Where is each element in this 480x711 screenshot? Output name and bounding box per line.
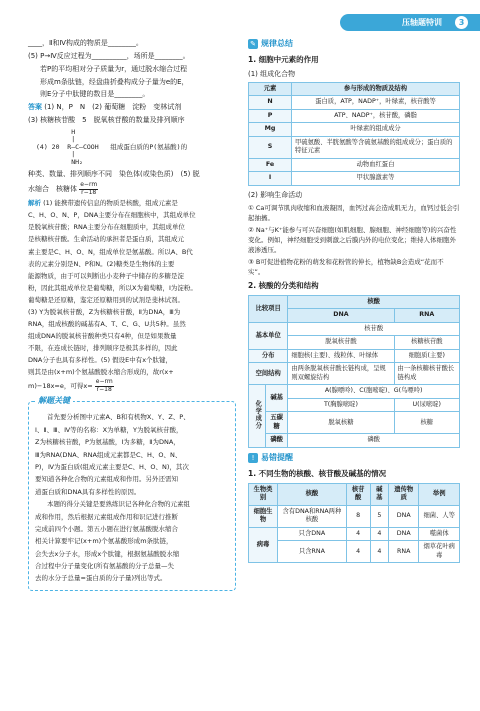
analysis-line: DNA分子也具有多样性。(5) 假设E中有x个肽键， [28, 356, 173, 365]
table-cell: 空间结构 [249, 363, 288, 385]
table-row [249, 505, 460, 527]
organism-nucleic-table [248, 483, 460, 564]
table-cell: 细胞核(主要)、线粒体、叶绿体 [288, 349, 394, 363]
key-points-box [28, 396, 236, 590]
paragraph: ② Na⁺与K⁺能参与可兴奋细胞(如肌细胞、腺细胞、神经细胞等)的兴奋性变化。例如，神经细胞受到刺激之后膜内外的电位变化；维持人体细胞外液渗透压。 [248, 225, 457, 254]
table-cell: RNA [389, 541, 419, 563]
table-cell: 蛋白质，ATP，NADP⁺，叶绿素，核苷酸等 [292, 96, 460, 110]
table-row [249, 109, 460, 123]
table-cell: 基本单位 [249, 322, 288, 349]
analysis-line: 不限，在连成长链时，排列顺序是极其多样的，因此 [28, 344, 178, 353]
table-cell: 4 [370, 527, 389, 541]
table-cell: 分布 [249, 349, 288, 363]
table-cell: N [249, 96, 292, 110]
table-cell: I [249, 172, 292, 186]
key-points-label: 解题关键 [35, 395, 73, 407]
left-column [28, 38, 236, 591]
paragraph: ③ B可促进植物花粉的萌发和花粉管的伸长，植物缺B会造成“花而不实”。 [248, 258, 444, 277]
analysis-line: 能源物质，由于可以判断出小麦种子中储存的多糖是淀 [28, 271, 184, 280]
table-cell: 细胞质(主要) [394, 349, 459, 363]
table-cell: 由一条核糖核苷酸长链构成 [394, 363, 459, 385]
table-cell: Mg [249, 123, 292, 137]
table-row [249, 527, 460, 541]
analysis-text: (1) 能携带遗传信息的物质是核酸，组成元素是 [43, 199, 178, 208]
table-cell: 8 [346, 505, 370, 527]
table-row [249, 349, 460, 363]
table-header-row [249, 295, 460, 309]
table-cell: DNA [389, 505, 419, 527]
table-cell: 动物血红蛋白 [292, 158, 460, 172]
table-header: 举例 [419, 483, 460, 505]
question-line: 则E分子中肽键的数目是________。 [40, 90, 150, 99]
table-row [249, 123, 460, 137]
analysis-line: 则其是由(x+m)个氨基酸脱水缩合形成的，故r(x+ [28, 368, 174, 377]
table-row [249, 136, 460, 158]
fraction-numerator: e−rm [80, 181, 98, 189]
fraction [79, 182, 98, 196]
subheading-minor: (2) 影响生命活动 [248, 190, 303, 199]
table-header: RNA [394, 309, 459, 323]
key-point-line: 去的水分子总量=蛋白质的分子量)列出等式。 [35, 574, 167, 583]
analysis-line: 素主要是C、H、O、N，组成单位是氨基酸。所以A、B代 [28, 247, 193, 256]
table-cell: 由两条脱氧核苷酸长链构成，呈规则双螺旋结构 [288, 363, 394, 385]
table-header: DNA [288, 309, 394, 323]
table-header: 遗传物质 [389, 483, 419, 505]
fraction [95, 379, 114, 393]
table-cell: ATP、NADP⁺，核苷酸，磷脂 [292, 109, 460, 123]
table-header: 核酸 [288, 295, 460, 309]
table-cell: 核糖 [394, 412, 459, 434]
subheading: 2. 核酸的分类和结构 [248, 281, 319, 291]
analysis-line: 表的元素分别是N、P和N。(2)糖类是生物体的主要 [28, 259, 175, 268]
table-header: 核苷酸 [346, 483, 370, 505]
table-row [249, 434, 460, 448]
analysis-line: 组成DNA的脱氧核苷酸种类只有4种，但是如果数量 [28, 331, 177, 340]
chem-label: 化学成分 [254, 399, 262, 429]
analysis-line: 葡萄糖是还原糖，鉴定还原糖用到的试剂是斐林试剂。 [28, 295, 184, 304]
key-point-line: Ⅲ为RNA(DNA、RNA组成元素都是C、H、O、N、 [35, 450, 182, 459]
key-point-line: P)，Ⅳ为蛋白质(组成元素主要是C、H、O、N)，其次 [35, 462, 189, 471]
table-header-row [249, 82, 460, 96]
table-row [249, 363, 460, 385]
answer-tag: 答案 [28, 103, 42, 112]
answer-text: (1) N，P N (2) 葡萄糖 淀粉 变林试剂 [44, 103, 182, 112]
elements-table [248, 82, 460, 186]
table-cell [249, 385, 266, 448]
analysis-line: 粉，因此其组成单位是葡萄糖，所以X为葡萄糖，Ⅰ为淀粉。 [28, 283, 197, 292]
answer-line [28, 182, 236, 196]
table-cell: 4 [346, 541, 370, 563]
table-header: 参与形成的物质及结构 [292, 82, 460, 96]
analysis-line: 是核糖核苷酸。生命活动的承担者是蛋白质，其组成元 [28, 235, 184, 244]
table-cell: 核糖核苷酸 [394, 336, 459, 350]
table-cell: 烟草花叶病毒 [419, 541, 460, 563]
table-cell: 只含RNA [278, 541, 347, 563]
key-point-line: 相关计算要牢记(x+m)个氨基酸形成m条肽链， [35, 537, 173, 546]
answer-line [28, 102, 236, 113]
table-row [249, 322, 460, 336]
key-point-line: 首先要分析图中元素A、B和有机物X、Y、Z、P、 [47, 413, 190, 422]
subheading-minor: (1) 组成化合物 [248, 70, 296, 79]
key-point-line: 合过程中分子量变化(所有氨基酸的分子总量—失 [35, 562, 175, 571]
section-header [248, 38, 460, 50]
summary-icon: ✎ [248, 39, 258, 49]
table-header: 碱基 [370, 483, 389, 505]
subheading: 1. 不同生物的核酸、核苷酸及碱基的情况 [248, 469, 387, 479]
key-point-line: 成和作用，然后根据元素组成作用和识记进行推断 [35, 512, 178, 521]
table-header: 比较项目 [249, 295, 288, 322]
table-cell: 甲状腺激素等 [292, 172, 460, 186]
key-point-line: 要知道各种化合物的元素组成和作用。另外还需知 [35, 475, 178, 484]
key-point-line: 会失去x分子水，形成x个肽键，根据氨基酸脱水缩 [35, 549, 180, 558]
table-cell: 含有DNA和RNA两种核酸 [278, 505, 347, 527]
table-cell: 只含DNA [278, 527, 347, 541]
table-cell: 4 [346, 527, 370, 541]
table-cell: U(尿嘧啶) [394, 398, 459, 412]
question-line: 形成m条肽链，经盘曲折叠构成分子量为e的E， [40, 77, 189, 86]
fraction-numerator: e−rm [95, 378, 113, 386]
subheading: 1. 细胞中元素的作用 [248, 55, 319, 65]
table-cell: 磷酸 [266, 434, 288, 448]
table-cell: Fe [249, 158, 292, 172]
table-cell: T(胸腺嘧啶) [288, 398, 394, 412]
table-cell: DNA [389, 527, 419, 541]
answer-line: 种类、数量、排列顺序不同 染色体(或染色质) (5) 脱 [28, 170, 200, 179]
table-cell: S [249, 136, 292, 158]
paragraph: ① Ca可调节肌肉收缩和血液凝固，血钙过高会造成肌无力，血钙过低会引起抽搐。 [248, 203, 460, 222]
section-title: 规律总结 [261, 39, 293, 48]
table-cell: 病毒 [249, 527, 278, 563]
table-cell: 脱氧核苷酸 [288, 336, 394, 350]
analysis-line: 是脱氧核苷酸；RNA主要分布在细胞质中，其组成单位 [28, 223, 185, 232]
key-point-line: 本题的得分关键是要熟练识记各种化合物的元素组 [47, 500, 190, 509]
table-cell: 5 [370, 505, 389, 527]
question-line: ____，Ⅱ和Ⅳ构成的物质是________。 [28, 39, 143, 47]
table-header: 生物类别 [249, 483, 278, 505]
table-row [249, 96, 460, 110]
section-title: 易错提醒 [261, 452, 293, 462]
table-cell: 细胞生物 [249, 505, 278, 527]
table-cell: 脱氧核糖 [288, 412, 394, 434]
right-column [248, 38, 460, 567]
table-cell: 叶绿素的组成成分 [292, 123, 460, 137]
table-cell: 碱基 [266, 385, 288, 412]
key-point-line: Z为核糖核苷酸，P为氨基酸，Ⅰ为多糖，Ⅱ为DNA， [35, 438, 180, 447]
table-cell: 甲硫氨酸、半胱氨酸等含硫氨基酸的组成成分；蛋白质的特征元素 [292, 136, 460, 158]
key-point-line: 完成前四个小题。第五小题在进行氨基酸脱水缩合 [35, 524, 178, 533]
table-header: 元素 [249, 82, 292, 96]
analysis-line [28, 198, 236, 208]
table-row [249, 541, 460, 563]
answer-text: 水缩合 核糖体 [28, 185, 77, 194]
page-number: 3 [455, 16, 468, 29]
key-point-line: 道蛋白质和DNA具有多样性的原因。 [35, 487, 141, 496]
analysis-line [28, 379, 236, 393]
table-row [249, 172, 460, 186]
fraction-denominator: r−18 [81, 188, 97, 196]
table-row [249, 158, 460, 172]
question-line: 若P的平均相对分子质量为r，通过脱水缩合过程 [40, 64, 188, 73]
table-cell: 4 [370, 541, 389, 563]
table-header-row [249, 483, 460, 505]
question-line: (5) P→Ⅳ反应过程为__________，场所是________。 [28, 51, 190, 60]
analysis-text: m)−18x=e，可得x= [28, 382, 93, 391]
header-bar [340, 14, 480, 31]
table-cell: 五碳糖 [266, 412, 288, 434]
warning-icon: ! [248, 453, 258, 463]
table-cell: A(腺嘌呤)、C(胞嘧啶)、G(鸟嘌呤) [288, 385, 460, 399]
table-cell: 细菌、人等 [419, 505, 460, 527]
analysis-line: C、H、O、N、P，DNA主要分布在细胞核中，其组成单位 [28, 211, 196, 220]
section-header [248, 452, 460, 464]
fraction-denominator: r−18 [96, 385, 112, 393]
table-cell: P [249, 109, 292, 123]
key-point-line: Ⅰ、Ⅱ、Ⅲ、Ⅳ等的名称：X为单糖，Y为脱氧核苷酸， [35, 425, 183, 434]
table-row [249, 385, 460, 399]
table-cell: 核苷酸 [288, 322, 460, 336]
table-row [249, 412, 460, 434]
table-header: 核酸 [278, 483, 347, 505]
table-cell: 噬菌体 [419, 527, 460, 541]
analysis-line: RNA，组成核酸的碱基有A、T、C、G、U共5种。虽然 [28, 319, 186, 328]
table-cell: 磷酸 [288, 434, 460, 448]
amino-acid-formula: H | (4) 20 R—C—COOH 组成蛋白质的P(氨基酸)的 | NH₂ [36, 127, 188, 166]
header-title: 压轴题特训 [402, 18, 442, 27]
analysis-line: (3) Y为脱氧核苷酸，Z为核糖核苷酸，Ⅱ为DNA，Ⅲ为 [28, 307, 181, 316]
answer-line: (3) 核糖核苷酸 5 脱氧核苷酸的数量及排列顺序 [28, 116, 185, 125]
nucleic-acid-table [248, 295, 460, 448]
analysis-tag: 解析 [28, 199, 41, 208]
